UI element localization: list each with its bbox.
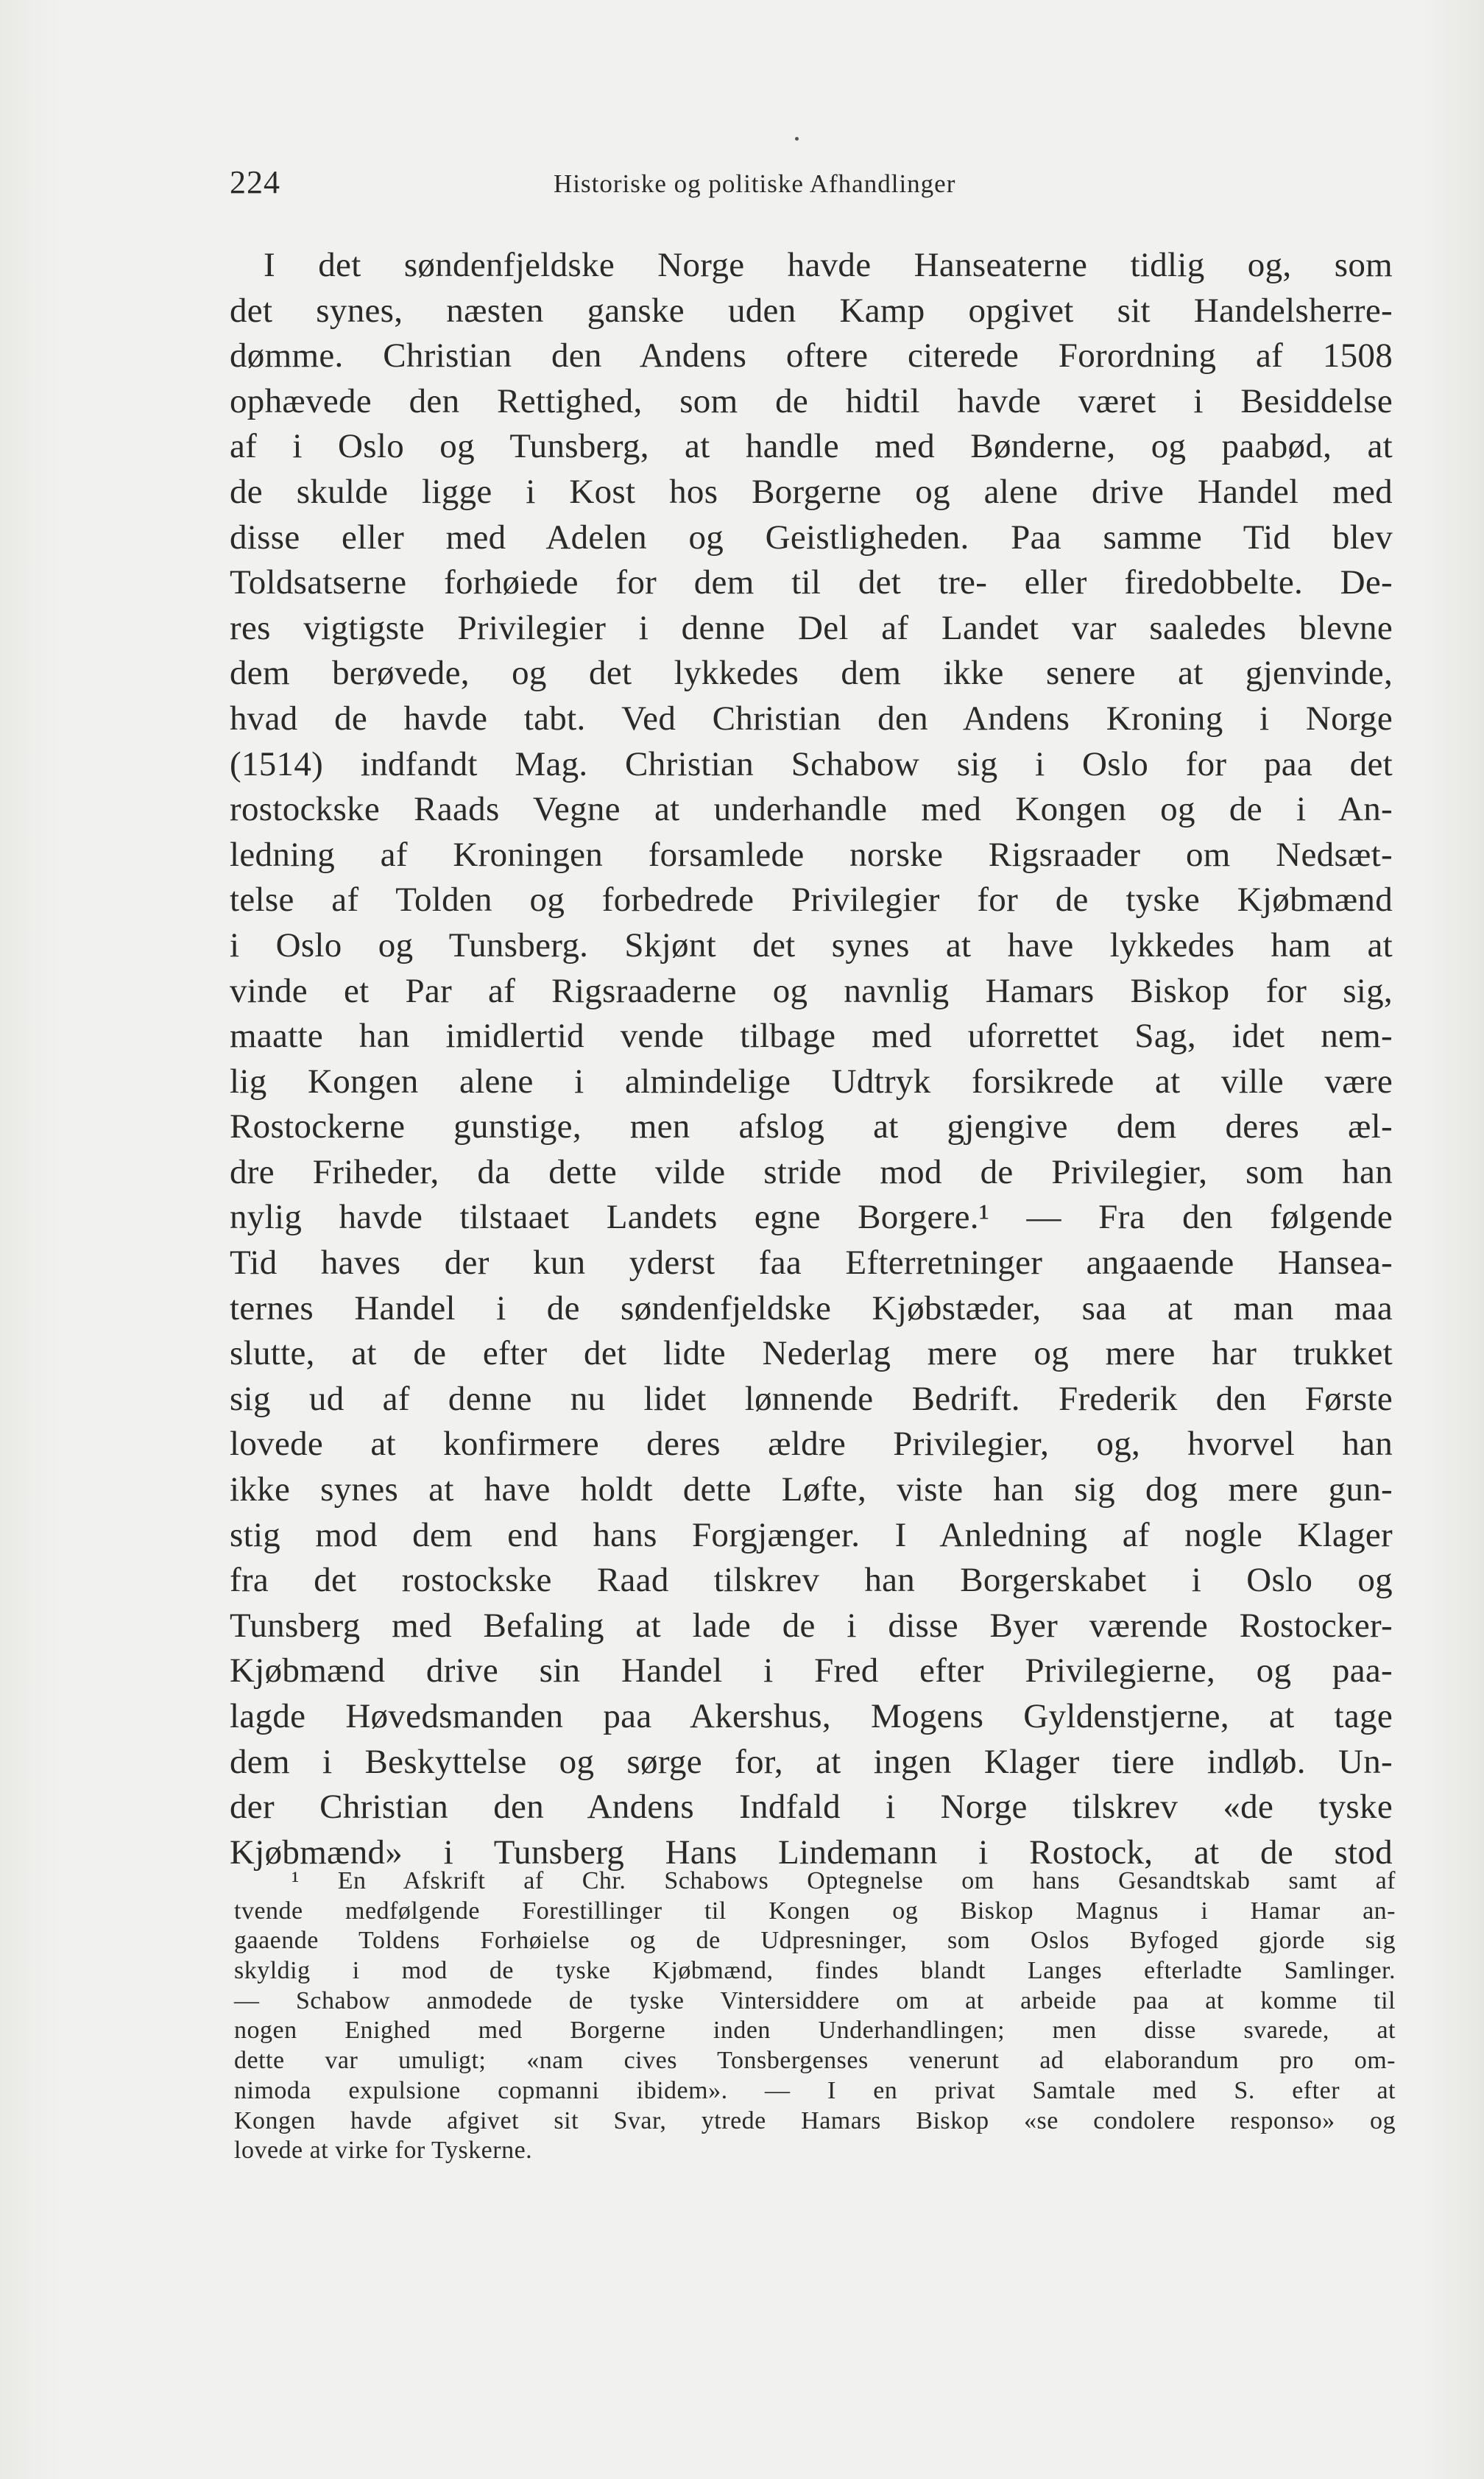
- body-line: ikke synes at have holdt dette Løfte, viste han sig dog mere gun-: [230, 1470, 1393, 1509]
- body-line: slutte, at de efter det lidte Nederlag mere og mere har trukket: [230, 1334, 1393, 1373]
- body-line: I det søndenfjeldske Norge havde Hanseaterne tidlig og, som: [264, 246, 1393, 284]
- body-line: Rostockerne gunstige, men afslog at gjengive dem deres æl-: [230, 1107, 1393, 1146]
- footnote-line: Kongen havde afgivet sit Svar, ytrede Hamars Biskop «se condolere responso» og: [234, 2106, 1396, 2134]
- footnote-line: skyldig i mod de tyske Kjøbmænd, findes blandt Langes efterladte Samlinger.: [234, 1957, 1396, 1985]
- body-line: dem berøvede, og det lykkedes dem ikke senere at gjenvinde,: [230, 654, 1393, 693]
- page-number: 224: [230, 164, 280, 200]
- body-line: sig ud af denne nu lidet lønnende Bedrift. Frederik den Første: [230, 1379, 1393, 1418]
- body-line: maatte han imidlertid vende tilbage med uforrettet Sag, idet nem-: [230, 1017, 1393, 1056]
- footnote-line: nogen Enighed med Borgerne inden Underhandlingen; men disse svarede, at: [234, 2017, 1396, 2045]
- body-line: (1514) indfandt Mag. Christian Schabow sig i Oslo for paa det: [230, 744, 1393, 783]
- body-line: lagde Høvedsmanden paa Akershus, Mogens Gyldenstjerne, at tage: [230, 1697, 1393, 1735]
- body-line: ledning af Kroningen forsamlede norske Rigsraader om Nedsæt-: [230, 835, 1393, 874]
- page-header: [230, 163, 1393, 208]
- footnote-line: lovede at virke for Tyskerne.: [234, 2137, 533, 2165]
- footnote-line: dette var umuligt; «nam cives Tonsbergenses venerunt ad elaborandum pro om-: [234, 2047, 1396, 2075]
- footnote-line: ¹ En Afskrift af Chr. Schabows Optegnelse om hans Gesandtskab samt af: [292, 1867, 1396, 1894]
- body-line: nylig havde tilstaaet Landets egne Borgere.¹ — Fra den følgende: [230, 1198, 1393, 1237]
- body-line: dre Friheder, da dette vilde stride mod de Privilegier, som han: [230, 1152, 1393, 1191]
- footnote-line: tvende medfølgende Forestillinger til Kongen og Biskop Magnus i Hamar an-: [234, 1897, 1396, 1925]
- body-line: hvad de havde tabt. Ved Christian den Andens Kroning i Norge: [230, 699, 1393, 738]
- body-line: lig Kongen alene i almindelige Udtryk forsikrede at ville være: [230, 1062, 1393, 1101]
- body-line: res vigtigste Privilegier i denne Del af Landet var saaledes blevne: [230, 608, 1393, 647]
- running-title: Historiske og politiske Afhandlinger: [554, 169, 956, 198]
- footnotes: [234, 1866, 1396, 2166]
- body-line: der Christian den Andens Indfald i Norge tilskrev «de tyske: [230, 1788, 1393, 1827]
- body-line: stig mod dem end hans Forgjænger. I Anledning af nogle Klager: [230, 1515, 1393, 1554]
- body-line: vinde et Par af Rigsraaderne og navnlig Hamars Biskop for sig,: [230, 971, 1393, 1010]
- body-line: disse eller med Adelen og Geistligheden. Paa samme Tid blev: [230, 518, 1393, 557]
- footnote-line: gaaende Toldens Forhøielse og de Udpresninger, som Oslos Byfoged gjorde sig: [234, 1927, 1396, 1955]
- body-line: Toldsatserne forhøiede for dem til det tre- eller firedobbelte. De-: [230, 563, 1393, 602]
- body-line: Tid haves der kun yderst faa Efterretninger angaaende Hansea-: [230, 1244, 1393, 1283]
- body-line: rostockske Raads Vegne at underhandle med Kongen og de i An-: [230, 790, 1393, 829]
- body-line: det synes, næsten ganske uden Kamp opgivet sit Handelsherre-: [230, 291, 1393, 330]
- body-line: dømme. Christian den Andens oftere citerede Forordning af 1508: [230, 336, 1393, 375]
- body-line: telse af Tolden og forbedrede Privilegier for de tyske Kjøbmænd: [230, 881, 1393, 920]
- footnote-line: nimoda expulsione copmanni ibidem». — I en privat Samtale med S. efter at: [234, 2076, 1396, 2104]
- print-speck: [795, 137, 799, 141]
- body-line: lovede at konfirmere deres ældre Privilegier, og, hvorvel han: [230, 1425, 1393, 1464]
- body-line: dem i Beskyttelse og sørge for, at ingen Klager tiere indløb. Un-: [230, 1742, 1393, 1781]
- body-line: ophævede den Rettighed, som de hidtil havde været i Besiddelse: [230, 381, 1393, 420]
- footnote-line: — Schabow anmodede de tyske Vintersiddere om at arbeide paa at komme til: [234, 1986, 1396, 2014]
- body-line: Tunsberg med Befaling at lade de i disse Byer værende Rostocker-: [230, 1606, 1393, 1645]
- body-line: Kjøbmænd» i Tunsberg Hans Lindemann i Rostock, at de stod: [230, 1833, 1393, 1872]
- body-line: fra det rostockske Raad tilskrev han Borgerskabet i Oslo og: [230, 1561, 1393, 1600]
- body-text: [230, 243, 1393, 1875]
- body-line: Kjøbmænd drive sin Handel i Fred efter Privilegierne, og paa-: [230, 1651, 1393, 1690]
- body-line: de skulde ligge i Kost hos Borgerne og alene drive Handel med: [230, 472, 1393, 511]
- body-line: i Oslo og Tunsberg. Skjønt det synes at have lykkedes ham at: [230, 925, 1393, 965]
- body-line: af i Oslo og Tunsberg, at handle med Bønderne, og paabød, at: [230, 427, 1393, 466]
- body-line: ternes Handel i de søndenfjeldske Kjøbstæder, saa at man maa: [230, 1288, 1393, 1327]
